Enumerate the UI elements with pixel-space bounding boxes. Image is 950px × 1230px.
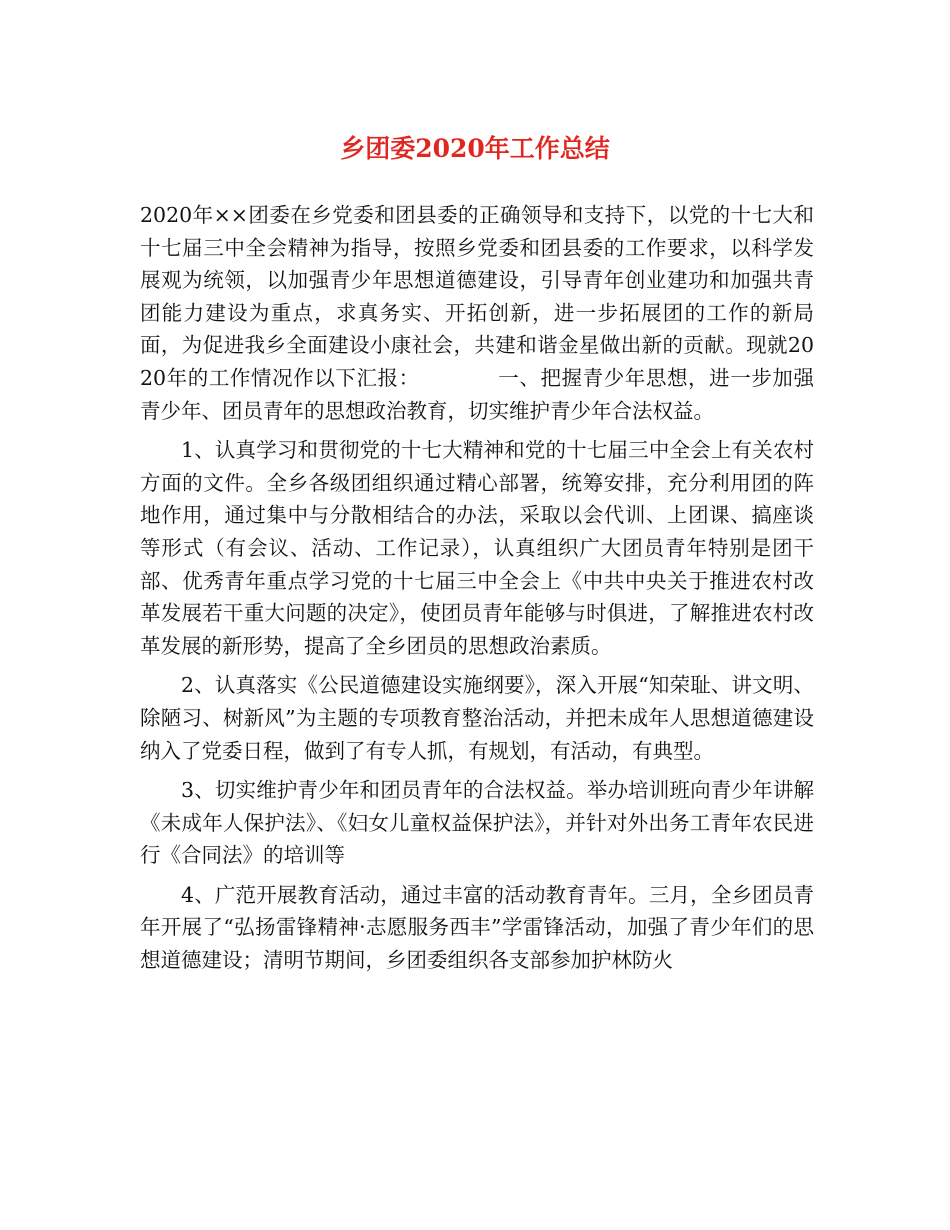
paragraph-4: 4、广范开展教育活动，通过丰富的活动教育青年。三月，全乡团员青年开展了“弘扬雷锋精神·志愿服务西丰”学雷锋活动，加强了青少年们的思想道德建设；清明节期间，乡团委组织各支部参加护林防火 [140,882,814,973]
paragraph-2: 2、认真落实《公民道德建设实施纲要》，深入开展“知荣耻、讲文明、除陋习、树新风”为主题的专项教育整治活动，并把未成年人思想道德建设纳入了党委日程，做到了有专人抓，有规划，有活动，有典型。 [140,673,814,763]
intro-text: 2020年××团委在乡党委和团县委的正确领导和支持下，以党的十七大和十七届三中全会精神为指导，按照乡党委和团县委的工作要求，以科学发展观为统领，以加强青少年思想道德建设，引导青年创业建功和加强共青团能力建设为重点，求真务实、开拓创新，进一步拓展团的工作的新局面，为促进我乡全面建设小康社会，共建和谐金星做出新的贡献。现就2020年的工作情况作以下汇报： [140,203,814,390]
paragraph-1: 1、认真学习和贯彻党的十七大精神和党的十七届三中全会上有关农村方面的文件。全乡各级团组织通过精心部署，统筹安排，充分利用团的阵地作用，通过集中与分散相结合的办法，采取以会代训、上团课、搞座谈等形式（有会议、活动、工作记录），认真组织广大团员青年特别是团干部、优秀青年重点学习党的十七届三中全会上《中共中央关于推进农村改革发展若干重大问题的决定》，使团员青年能够与时俱进，了解推进农村改革发展的新形势，提高了全乡团员的思想政治素质。 [140,438,814,658]
document-title: 乡团委2020年工作总结 [340,134,610,163]
intro-paragraph [140,199,814,427]
paragraph-3: 3、切实维护青少年和团员青年的合法权益。举办培训班向青少年讲解《未成年人保护法》、《妇女儿童权益保护法》，并针对外出务工青年农民进行《合同法》的培训等 [140,778,814,868]
section-heading: 一、把握青少年思想，进一步加强青少年、团员青年的思想政治教育，切实维护青少年合法权益。 [140,365,814,423]
document-body [140,199,814,984]
